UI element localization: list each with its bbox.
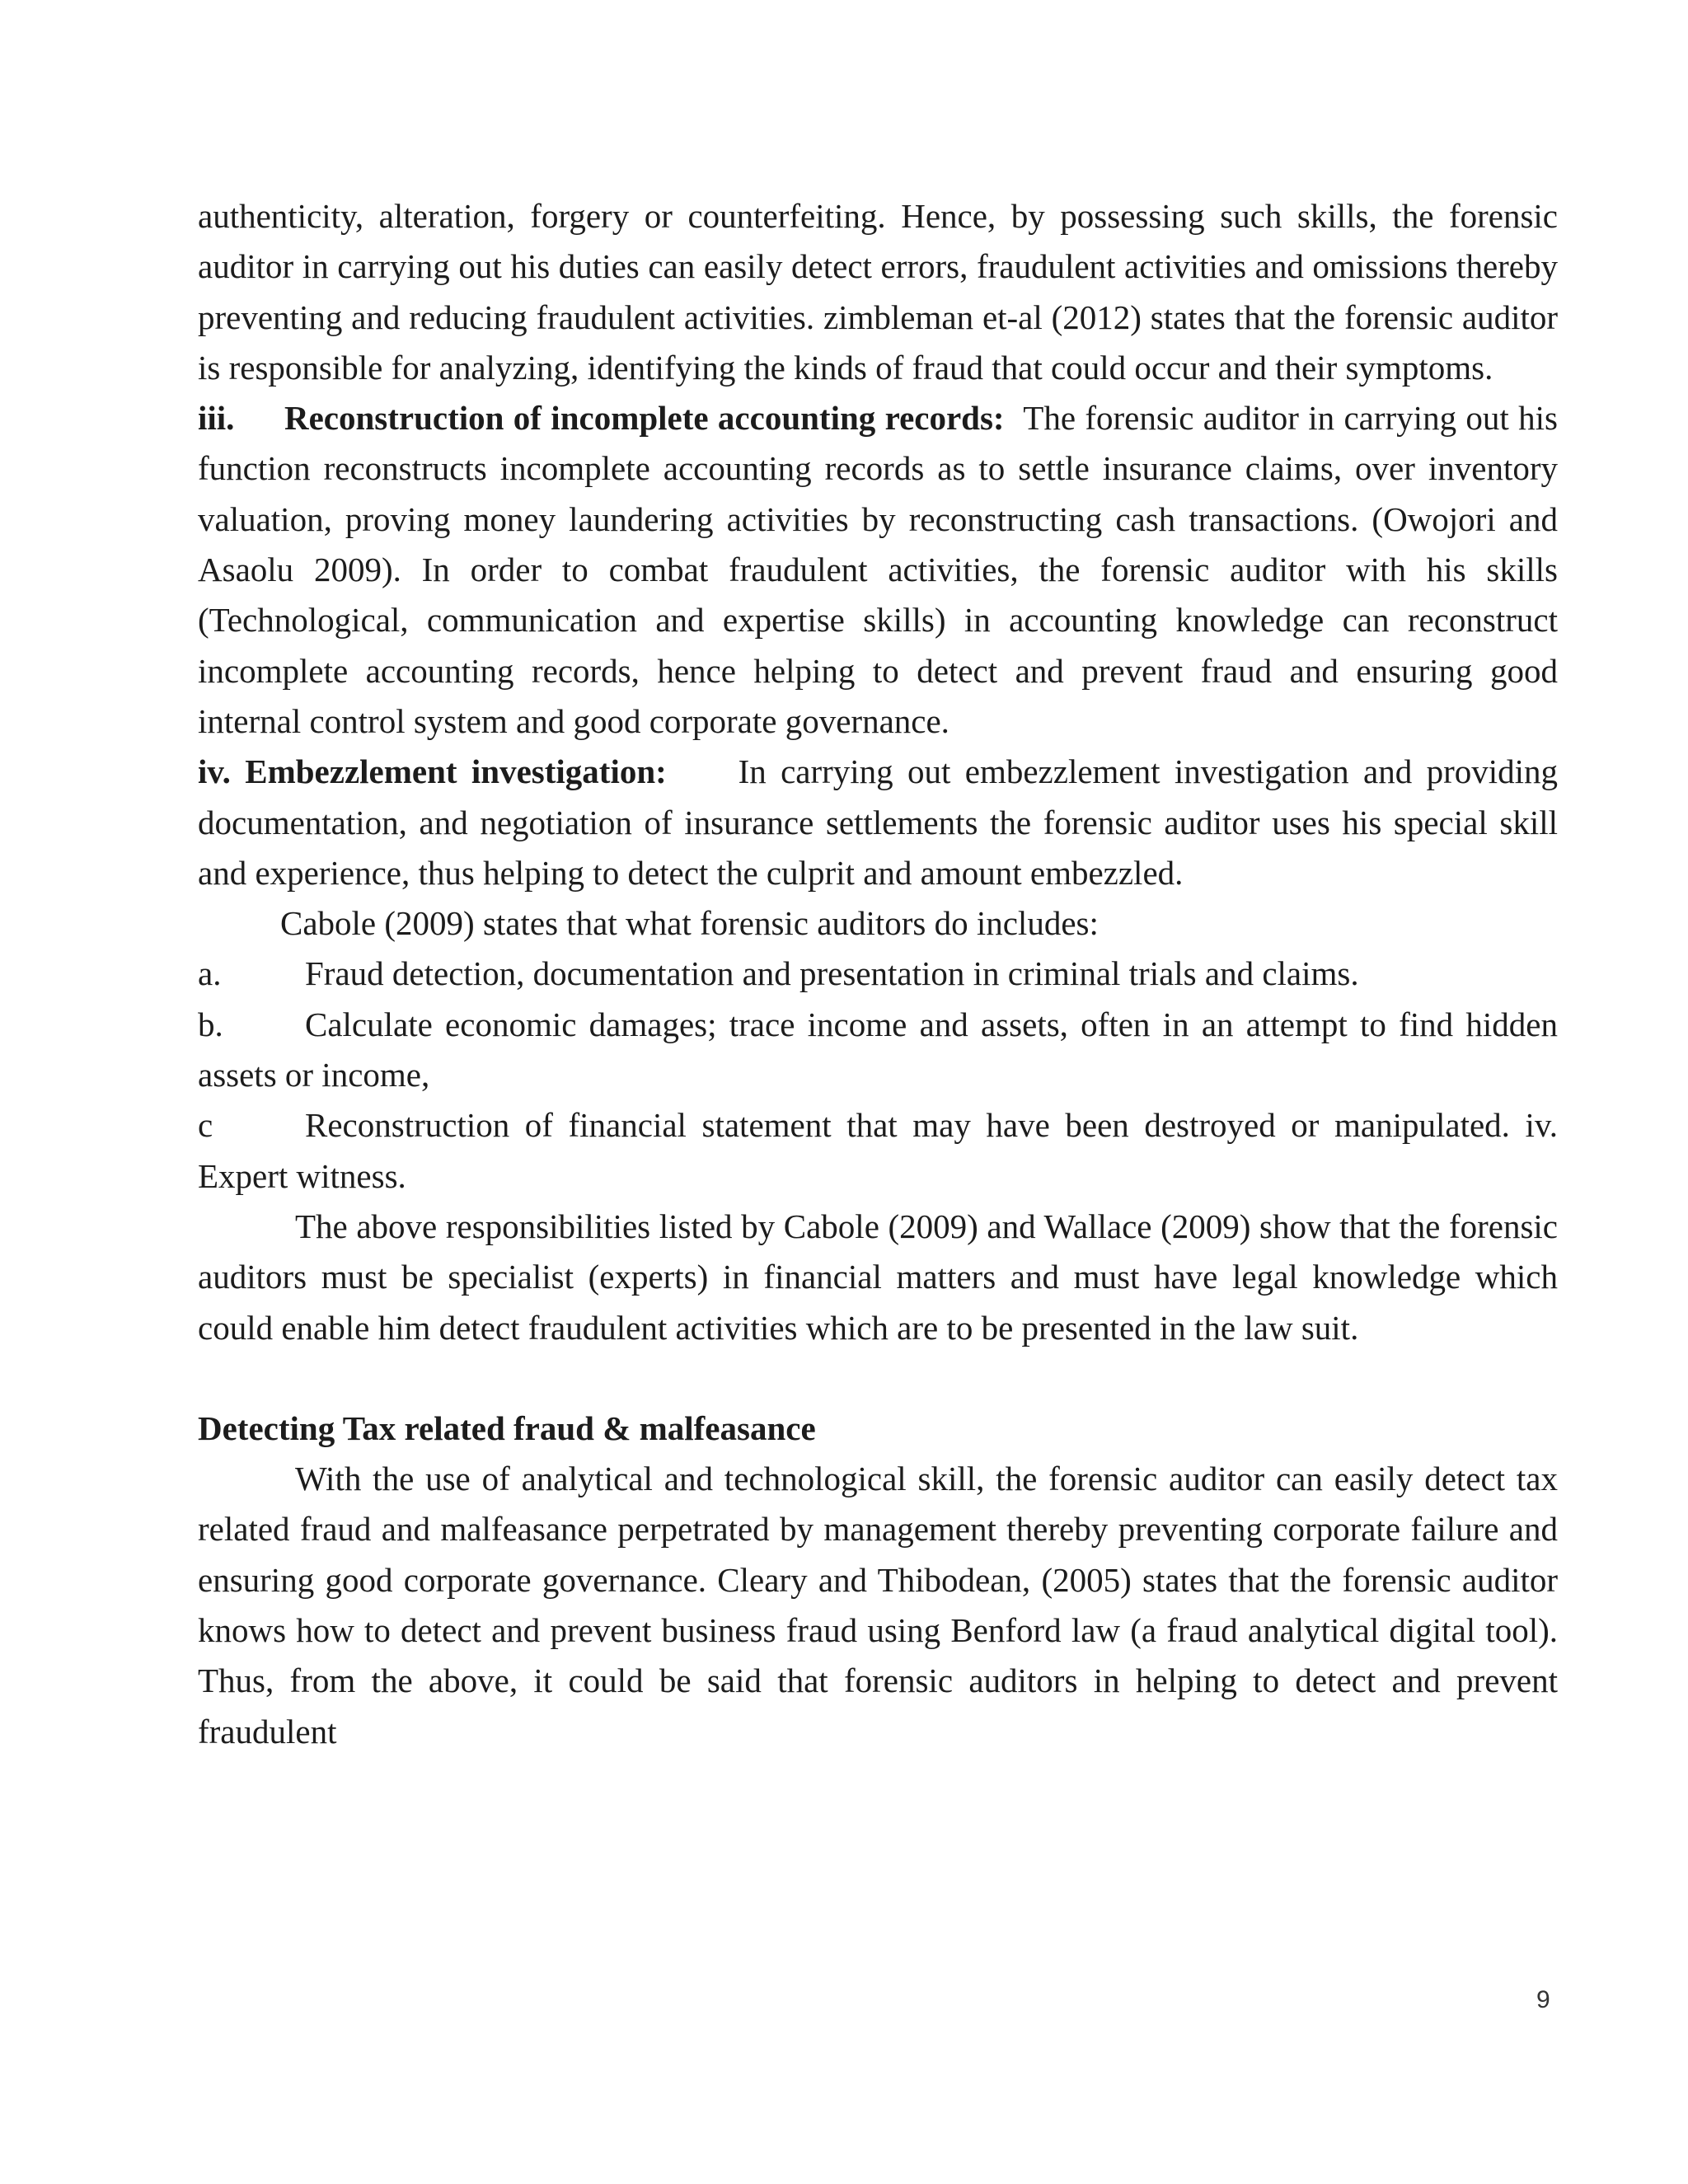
section-iv-text: In carrying out embezzlement investigation and providing documentation, and negotiation of insurance settlements the forensic auditor uses his special skill and experience, thus helping to detect the culprit and amount embezzled. [198,752,1559,892]
list-text-b: Calculate economic damages; trace income and assets, often in an attempt to find hidden assets or income, [198,1005,1558,1094]
list-item [198,1000,1558,1101]
list-item [198,1100,1558,1202]
section-iii-paragraph [198,393,1558,747]
tax-section-heading: Detecting Tax related fraud & malfeasance [198,1408,816,1447]
responsibilities-paragraph: The above responsibilities listed by Cabole (2009) and Wallace (2009) show that the forensic auditors must be specialist (experts) in financial matters and must have legal knowledge which could enable him detect fraudulent activities which are to be presented in the law suit. [198,1207,1558,1347]
document-page [198,191,1558,1757]
section-iv-heading: Embezzlement investigation: [245,752,667,791]
list-text-a: Fraud detection, documentation and presentation in criminal trials and claims. [305,954,1359,993]
section-iii-heading: Reconstruction of incomplete accounting records: [284,399,1005,438]
list-text-c: Reconstruction of financial statement that may have been destroyed or manipulated. iv. Expert witness. [198,1106,1558,1195]
list-marker-b: b. [198,1005,223,1043]
list-marker-c: c [198,1106,213,1145]
section-iii-label: iii. [198,399,235,438]
list-item [198,949,1558,999]
spacer [198,1353,1558,1404]
intro-paragraph: authenticity, alteration, forgery or counterfeiting. Hence, by possessing such skills, the forensic auditor in carrying out his duties can easily detect errors, fraudulent activities and omissions thereby preventing and reducing fraudulent activities. zimbleman et-al (2012) states that the forensic auditor is responsible for analyzing, identifying the kinds of fraud that could occur and their symptoms. [198,197,1558,387]
section-iv-label: iv. [198,752,231,791]
cabole-intro: Cabole (2009) states that what forensic auditors do includes: [280,904,1099,943]
section-iii-text: The forensic auditor in carrying out his function reconstructs incomplete accounting records as to settle insurance claims, over inventory valuation, proving money laundering activities by reconstructing cash transactions. (Owojori and Asaolu 2009). In order to combat fraudulent activities, the forensic auditor with his skills (Technological, communication and expertise skills) in accounting knowledge can reconstruct incomplete accounting records, hence helping to detect and prevent fraud and ensuring good internal control system and good corporate governance. [198,399,1558,740]
page-number: 9 [1536,1986,1550,2013]
section-iv-paragraph [198,747,1558,898]
tax-paragraph: With the use of analytical and technological skill, the forensic auditor can easily detect tax related fraud and malfeasance perpetrated by management thereby preventing corporate failure and ensuring good corporate governance. Cleary and Thibodean, (2005) states that the forensic auditor knows how to detect and prevent business fraud using Benford law (a fraud analytical digital tool). Thus, from the above, it could be said that forensic auditors in helping to detect and prevent fraudulent [198,1460,1558,1750]
list-marker-a: a. [198,954,222,993]
